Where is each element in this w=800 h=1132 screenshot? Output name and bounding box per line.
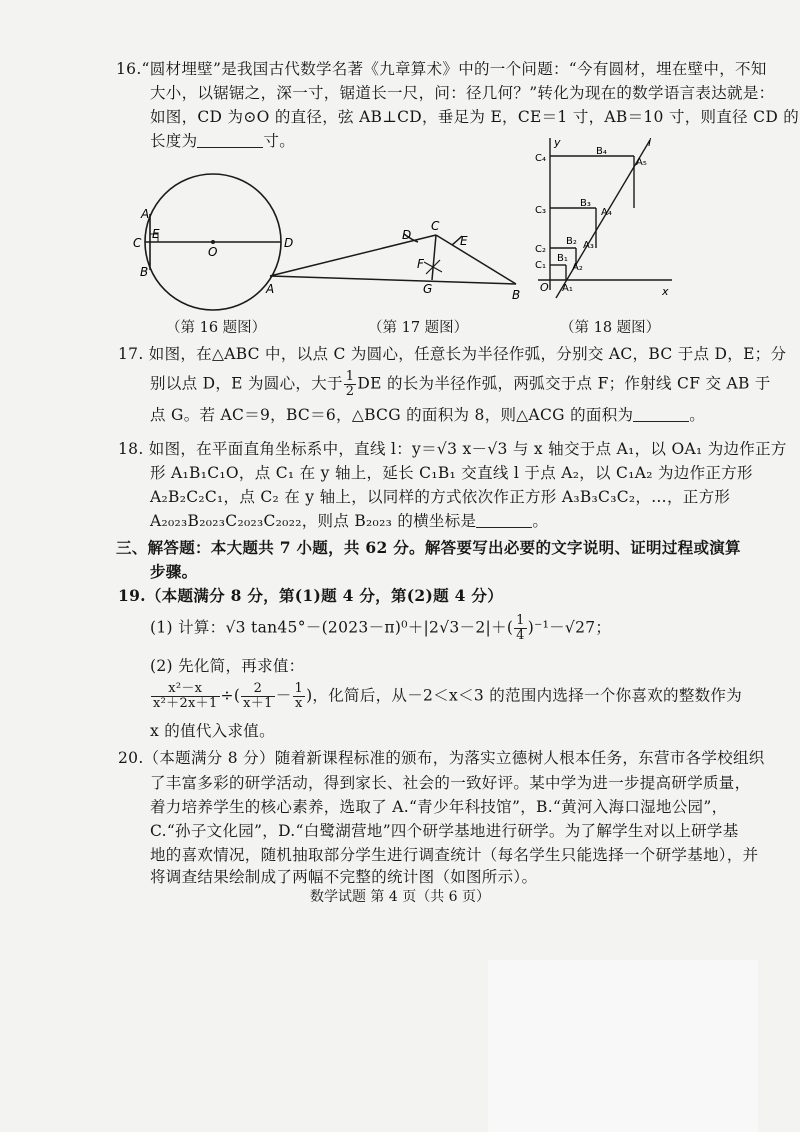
fig18-label-a5: A₅ (636, 157, 647, 168)
fig18-label-c4: C₄ (535, 153, 546, 164)
q19-part1-pre: (1) 计算：√3 tan45°－(2023－π)⁰＋|2√3－2|＋( (150, 618, 514, 637)
q20-line2: 了丰富多彩的研学活动，得到家长、社会的一致好评。某中学为进一步提高研学质量， (150, 774, 751, 792)
q20-line6: 将调查结果绘制成了两幅不完整的统计图（如图所示）。 (150, 868, 538, 886)
q20-line4: C.“孙子文化园”，D.“白鹭湖营地”四个研学基地进行研学。为了解学生对以上研学基 (150, 822, 739, 840)
fig18-label-b3: B₃ (580, 198, 591, 209)
q19-expr-div: ÷( (220, 686, 241, 705)
q17-line3-pre: 点 G。若 AC＝9，BC＝6，△BCG 的面积为 8，则△ACG 的面积为 (150, 406, 634, 424)
fig18-label-c3: C₃ (535, 205, 546, 216)
fig18-label-y: y (554, 136, 561, 149)
fig16-label-e: E (152, 227, 160, 241)
q19-expr-frac1 (151, 682, 220, 711)
q16-line4-pre: 长度为 (150, 132, 198, 150)
q19-expr-post: )，化简后，从－2＜x＜3 的范围内选择一个你喜欢的整数作为 (306, 686, 743, 705)
fig17-label-a: A (266, 282, 275, 296)
q16-line3: 如图，CD 为⊙O 的直径，弦 AB⊥CD，垂足为 E，CE＝1 寸，AB＝10 寸，则直径 CD 的 (150, 108, 800, 126)
q16-answer-blank (197, 131, 263, 148)
fig18-label-b2: B₂ (566, 236, 577, 247)
blank-corner-area (488, 960, 758, 1132)
fig18-label-a1: A₁ (562, 283, 573, 294)
q17-line2 (150, 369, 771, 399)
fig16-label-b: B (140, 265, 149, 279)
q19-expr-num2: 2 (241, 682, 275, 697)
q17-answer-blank (633, 405, 689, 422)
q19-expr-den3: x (294, 696, 303, 711)
q19-expr-num3: 1 (294, 681, 304, 696)
fig16-caption: （第 16 题图） (166, 320, 267, 336)
fig17-caption: （第 17 题图） (368, 320, 469, 336)
fig17-label-g: G (423, 282, 433, 296)
q16-line4-post: 寸。 (263, 132, 296, 150)
page-footer: 数学试题 第 4 页（共 6 页） (309, 889, 491, 905)
fig18-label-a2: A₂ (572, 262, 583, 273)
q17-line3-post: 。 (689, 406, 706, 424)
figure-17-triangle (270, 234, 516, 284)
fig18-label-c2: C₂ (535, 244, 546, 255)
q19-expr-den2: x＋1 (243, 696, 273, 711)
q18-line4-pre: A₂₀₂₃B₂₀₂₃C₂₀₂₃C₂₀₂₂，则点 B₂₀₂₃ 的横坐标是 (150, 512, 477, 530)
q17-line2-pre: 别以点 D，E 为圆心，大于 (150, 374, 343, 393)
q16-line2: 大小，以锯锯之，深一寸，锯道长一尺，问：径几何？”转化为现在的数学语言表达就是： (150, 84, 775, 102)
q18-line4-post: 。 (532, 512, 549, 530)
q16-line1: 16.“圆材埋壁”是我国古代数学名著《九章算术》中的一个问题：“今有圆材，埋在壁中，不知 (116, 60, 767, 78)
fig18-label-b1: B₁ (557, 253, 568, 264)
q18-answer-blank (476, 511, 532, 528)
fig18-label-a3: A₃ (583, 240, 594, 251)
fig16-label-c: C (133, 236, 142, 250)
fig18-label-b4: B₄ (596, 146, 607, 157)
fig16-label-o: O (208, 245, 218, 259)
q17-line2-post: DE 的长为半径作弧，两弧交于点 F；作射线 CF 交 AB 于 (357, 374, 771, 393)
q19-p1-frac-num: 1 (516, 613, 525, 628)
q17-frac-den: 2 (345, 384, 355, 399)
q19-part2-expression (150, 681, 743, 711)
fig17-label-d: D (402, 228, 412, 242)
q19-header: 19.（本题满分 8 分，第(1)题 4 分，第(2)题 4 分） (118, 586, 504, 605)
q19-part1 (150, 614, 710, 643)
q19-expr-frac2 (241, 682, 275, 711)
q17-line3 (150, 404, 710, 426)
q17-line1: 17. 如图，在△ABC 中，以点 C 为圆心，任意长为半径作弧，分别交 AC，BC 于点 D，E；分 (118, 345, 787, 363)
fig18-label-c1: C₁ (535, 260, 546, 271)
fig16-label-d: D (284, 236, 294, 250)
q19-p1-frac-den: 4 (516, 628, 525, 643)
q18-line1: 18. 如图，在平面直角坐标系中，直线 l：y＝√3 x－√3 与 x 轴交于点 A₁，以 OA₁ 为边作正方 (118, 440, 787, 458)
section3-line1: 三、解答题：本大题共 7 小题，共 62 分。解答要写出必要的文字说明、证明过程或演算 (116, 538, 741, 557)
q18-line2: 形 A₁B₁C₁O，点 C₁ 在 y 轴上，延长 C₁B₁ 交直线 l 于点 A₂，以 C₁A₂ 为边作正方形 (150, 464, 753, 482)
fig16-center-dot (211, 240, 215, 244)
fig18-label-a4: A₄ (601, 207, 612, 218)
q20-line5: 地的喜欢情况，随机抽取部分学生进行调查统计（每名学生只能选择一个研学基地），并 (150, 846, 759, 864)
fig18-label-x: x (662, 285, 669, 298)
fig18-label-o: O (540, 281, 549, 294)
q19-part2-label: (2) 先化简，再求值： (150, 657, 305, 675)
section3-line2: 步骤。 (150, 562, 198, 581)
fig17-label-b: B (512, 288, 521, 302)
q20-line3: 着力培养学生的核心素养，选取了 A.“青少年科技馆”，B.“黄河入海口湿地公园”， (150, 798, 728, 816)
fig17-label-f: F (417, 257, 424, 271)
q19-part1-post: )⁻¹－√27； (527, 618, 612, 637)
q20-line1: 20.（本题满分 8 分）随着新课程标准的颁布，为落实立德树人根本任务，东营市各学校组织 (118, 749, 765, 767)
q19-expr-num1: x²－x (151, 682, 220, 697)
q19-part1-fraction (514, 614, 527, 643)
fig18-label-l: l (648, 136, 652, 149)
fig17-label-c: C (431, 219, 440, 233)
fig17-label-e: E (460, 234, 468, 248)
q17-frac-num: 1 (345, 369, 355, 384)
q19-expr-den1: x²＋2x＋1 (153, 696, 218, 711)
q17-fraction (344, 370, 357, 399)
q19-last-line: x 的值代入求值。 (150, 722, 275, 740)
q18-line4 (150, 510, 710, 532)
q19-expr-frac3 (293, 682, 306, 711)
figure-18-squares (538, 138, 672, 298)
fig18-caption: （第 18 题图） (560, 320, 661, 336)
q19-expr-minus: － (275, 686, 292, 705)
fig16-label-a: A (141, 207, 150, 221)
q18-line3: A₂B₂C₂C₁，点 C₂ 在 y 轴上，以同样的方式依次作正方形 A₃B₃C₃C₂，…，正方形 (150, 488, 731, 506)
